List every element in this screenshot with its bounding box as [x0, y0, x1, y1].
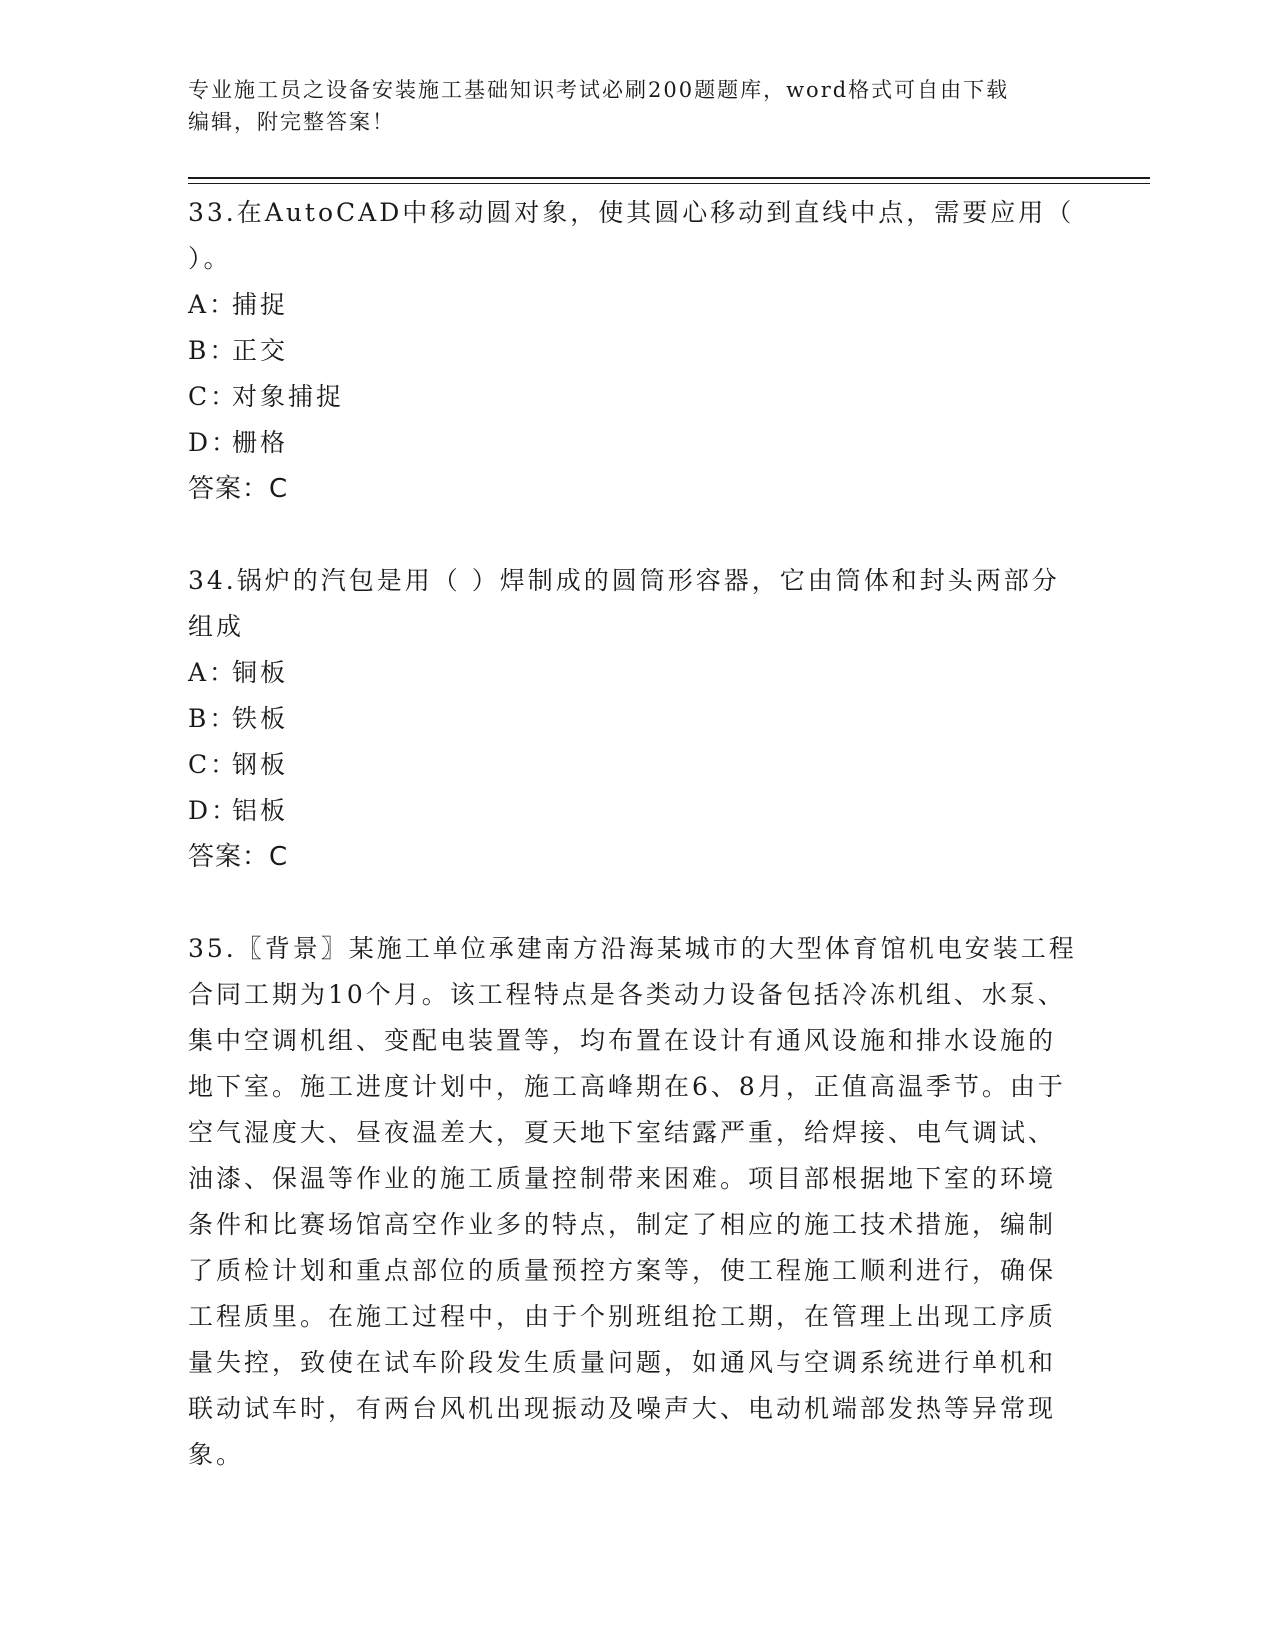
option-a: [188, 650, 1078, 696]
question-33: [188, 190, 1078, 512]
header-divider-thin: [188, 183, 1150, 184]
option-text: 捕捉: [232, 290, 289, 319]
option-b: [188, 328, 1078, 374]
option-c: [188, 742, 1078, 788]
questions-list: [188, 190, 1078, 1478]
option-text: 对象捕捉: [232, 382, 345, 411]
option-text: 铝板: [232, 796, 289, 825]
question-spacer: [188, 512, 1078, 558]
option-d: [188, 788, 1078, 834]
option-text: 钢板: [232, 750, 289, 779]
option-letter: D：: [188, 428, 240, 457]
option-letter: A：: [188, 290, 238, 319]
option-text: 铁板: [232, 704, 289, 733]
question-stem: 34.锅炉的汽包是用（ ）焊制成的圆筒形容器，它由筒体和封头两部分组成: [188, 566, 1060, 641]
option-d: [188, 420, 1078, 466]
answer-line: 答案：C: [188, 842, 289, 872]
question-stem: 33.在AutoCAD中移动圆对象，使其圆心移动到直线中点，需要应用（ ）。: [188, 198, 1075, 273]
option-text: 铜板: [232, 658, 289, 687]
question-34: [188, 558, 1078, 880]
option-letter: B：: [188, 336, 238, 365]
option-letter: B：: [188, 704, 238, 733]
option-c: [188, 374, 1078, 420]
question-35: [188, 926, 1078, 1478]
question-stem: 35.〖背景〗某施工单位承建南方沿海某城市的大型体育馆机电安装工程合同工期为10个月。该工程特点是各类动力设备包括冷冻机组、水泵、集中空调机组、变配电装置等，均布置在设计有通风设施和排水设施的地下室。施工进度计划中，施工高峰期在6、8月，正值高温季节。由于空气湿度大、昼夜温差大，夏天地下室结露严重，给焊接、电气调试、油漆、保温等作业的施工质量控制带来困难。项目部根据地下室的环境条件和比赛场馆高空作业多的特点，制定了相应的施工技术措施，编制了质检计划和重点部位的质量预控方案等，使工程施工顺利进行，确保工程质里。在施工过程中，由于个别班组抢工期，在管理上出现工序质量失控，致使在试车阶段发生质量问题，如通风与空调系统进行单机和联动试车时，有两台风机出现振动及噪声大、电动机端部发热等异常现象。: [188, 934, 1077, 1469]
option-letter: A：: [188, 658, 238, 687]
option-b: [188, 696, 1078, 742]
option-letter: C：: [188, 382, 239, 411]
question-spacer: [188, 880, 1078, 926]
option-a: [188, 282, 1078, 328]
header-divider-thick: [188, 177, 1150, 179]
header-line-1: 专业施工员之设备安装施工基础知识考试必刷200题题库，word格式可自由下载: [188, 78, 1010, 102]
option-letter: D：: [188, 796, 240, 825]
document-header: [188, 74, 1068, 138]
option-text: 正交: [232, 336, 289, 365]
answer-line: 答案：C: [188, 474, 289, 504]
option-letter: C：: [188, 750, 239, 779]
header-line-2: 编辑，附完整答案！: [188, 110, 395, 134]
option-text: 栅格: [232, 428, 289, 457]
